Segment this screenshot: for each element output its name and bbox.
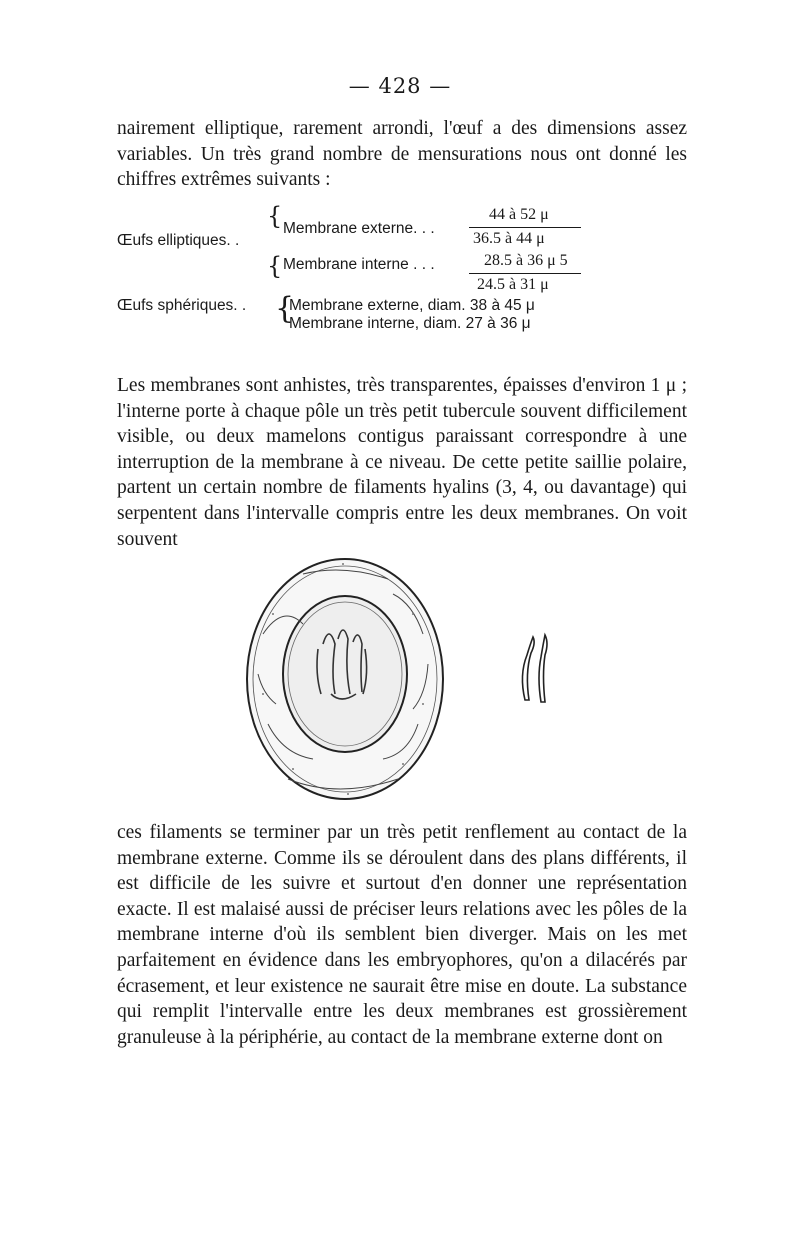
spherical-inner-membrane: Membrane interne, diam. 27 à 36 μ [289, 315, 531, 332]
elliptic-eggs-label: Œufs elliptiques. . [117, 232, 240, 249]
spherical-outer-membrane: Membrane externe, diam. 38 à 45 μ [289, 297, 535, 314]
inner-membrane-denominator: 24.5 à 31 μ [477, 276, 549, 293]
outer-membrane-numerator: 44 à 52 μ [489, 206, 549, 223]
outer-membrane-denominator: 36.5 à 44 μ [473, 230, 545, 247]
paragraph-1: nairement elliptique, rarement arrondi, l'œuf a des dimensions assez variables. Un très grand nombre de mensurations nous ont donné les chiffres extrêmes suivants : [117, 118, 687, 191]
fraction-line-2 [469, 273, 581, 274]
brace-spherical: { [275, 291, 295, 326]
spherical-eggs-label: Œufs sphériques. . [117, 297, 247, 314]
paragraph-3: ces filaments se terminer par un très petit renflement au contact de la membrane externe. Comme ils se déroulent dans des plans différents, il est difficile de les suivre et surtout d'en donner une représentation exacte. Il est malaisé aussi de préciser leurs relations avec les pôles de la membrane interne d'où ils semblent bien diverger. Mais on les met parfaitement en évidence dans les embryophores, qu'on a dilacérés par écrasement, et leur existence ne saurait être mise en doute. La substance qui remplit l'intervalle entre les deux membranes est grossièrement granuleuse à la périphérie, au contact de la membrane externe dont on [117, 822, 687, 1048]
outer-membrane-label: Membrane externe. . . [283, 220, 435, 237]
measurement-table [117, 198, 717, 338]
paragraph-2: Les membranes sont anhistes, très transparentes, épaisses d'environ 1 μ ; l'interne porte à chaque pôle un très petit tubercule souvent difficilement visible, ou deux mamelons contigus paraissant correspondre à une interruption de la membrane à ce niveau. De cette petite saillie polaire, partent un certain nombre de filaments hyalins (3, 4, ou davantage) qui serpentent dans l'intervalle compris entre les deux membranes. On voit souvent [117, 375, 687, 550]
egg-illustration [243, 554, 448, 804]
inner-membrane-numerator: 28.5 à 36 μ 5 [484, 252, 568, 269]
brace-bottom: { [267, 252, 283, 280]
filament-illustration [505, 630, 565, 710]
brace-top: { [267, 202, 283, 230]
fraction-line-1 [469, 227, 581, 228]
inner-membrane-label: Membrane interne . . . [283, 256, 435, 273]
page-number: — 428 — [348, 74, 452, 98]
